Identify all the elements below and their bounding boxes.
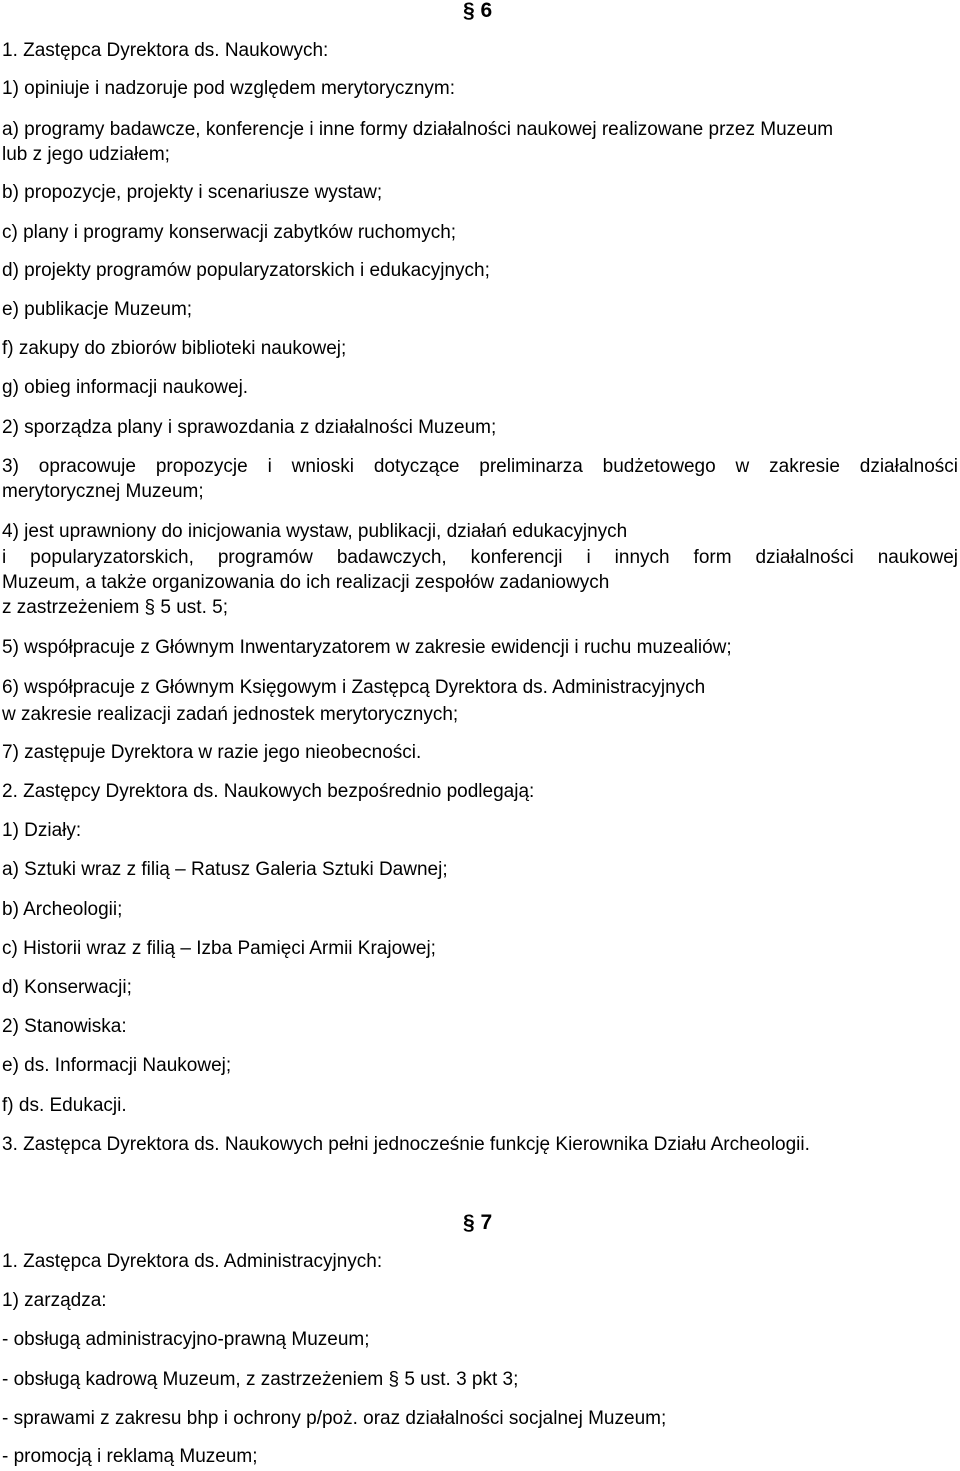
paragraph-line: 1. Zastępca Dyrektora ds. Administracyjnych:	[2, 1251, 383, 1272]
paragraph-line: d) Konserwacji;	[2, 977, 132, 998]
paragraph-line: z zastrzeżeniem § 5 ust. 5;	[2, 597, 228, 618]
paragraph-line: - obsługą administracyjno-prawną Muzeum;	[2, 1329, 370, 1350]
paragraph-line: f) zakupy do zbiorów biblioteki naukowej;	[2, 338, 347, 359]
paragraph-line: c) plany i programy konserwacji zabytków ruchomych;	[2, 222, 457, 243]
paragraph-line: 7) zastępuje Dyrektora w razie jego nieobecności.	[2, 742, 422, 763]
paragraph-line: - sprawami z zakresu bhp i ochrony p/poż. oraz działalności socjalnej Muzeum;	[2, 1408, 667, 1429]
paragraph-line: b) Archeologii;	[2, 899, 123, 920]
paragraph-line: w zakresie realizacji zadań jednostek merytorycznych;	[2, 704, 459, 725]
paragraph-line: 1) Działy:	[2, 820, 82, 841]
paragraph-line: i popularyzatorskich, programów badawczych, konferencji i innych form działalności naukowej	[2, 547, 958, 568]
paragraph-line: 4) jest uprawniony do inicjowania wystaw, publikacji, działań edukacyjnych	[2, 521, 628, 542]
paragraph-line: 2) Stanowiska:	[2, 1016, 127, 1037]
paragraph-line: lub z jego udziałem;	[2, 144, 170, 165]
paragraph-line: 1) opiniuje i nadzoruje pod względem merytorycznym:	[2, 78, 456, 99]
paragraph-line: e) publikacje Muzeum;	[2, 299, 193, 320]
paragraph-line: a) Sztuki wraz z filią – Ratusz Galeria Sztuki Dawnej;	[2, 859, 448, 880]
paragraph-line: Muzeum, a także organizowania do ich realizacji zespołów zadaniowych	[2, 572, 610, 593]
paragraph-line: d) projekty programów popularyzatorskich i edukacyjnych;	[2, 260, 490, 281]
paragraph-line: 2) sporządza plany i sprawozdania z działalności Muzeum;	[2, 417, 497, 438]
paragraph-line: 5) współpracuje z Głównym Inwentaryzatorem w zakresie ewidencji i ruchu muzealiów;	[2, 637, 732, 658]
paragraph-line: merytorycznej Muzeum;	[2, 481, 204, 502]
paragraph-line: 6) współpracuje z Głównym Księgowym i Zastępcą Dyrektora ds. Administracyjnych	[2, 677, 706, 698]
paragraph-line: g) obieg informacji naukowej.	[2, 377, 249, 398]
paragraph-line: b) propozycje, projekty i scenariusze wystaw;	[2, 182, 383, 203]
paragraph-line: 1. Zastępca Dyrektora ds. Naukowych:	[2, 40, 329, 61]
paragraph-line: - promocją i reklamą Muzeum;	[2, 1446, 258, 1467]
section-heading: § 7	[463, 1211, 493, 1234]
section-heading: § 6	[463, 0, 493, 22]
paragraph-line: f) ds. Edukacji.	[2, 1095, 127, 1116]
paragraph-line: e) ds. Informacji Naukowej;	[2, 1055, 232, 1076]
paragraph-line: - obsługą kadrową Muzeum, z zastrzeżeniem § 5 ust. 3 pkt 3;	[2, 1369, 519, 1390]
paragraph-line: c) Historii wraz z filią – Izba Pamięci Armii Krajowej;	[2, 938, 436, 959]
paragraph-line: 2. Zastępcy Dyrektora ds. Naukowych bezpośrednio podlegają:	[2, 781, 535, 802]
paragraph-line: a) programy badawcze, konferencje i inne formy działalności naukowej realizowane przez Muzeum	[2, 119, 834, 140]
paragraph-line: 1) zarządza:	[2, 1290, 107, 1311]
paragraph-line: 3) opracowuje propozycje i wnioski dotyczące preliminarza budżetowego w zakresie działalności	[2, 456, 958, 477]
paragraph-line: 3. Zastępca Dyrektora ds. Naukowych pełni jednocześnie funkcję Kierownika Działu Archeologii.	[2, 1134, 810, 1155]
